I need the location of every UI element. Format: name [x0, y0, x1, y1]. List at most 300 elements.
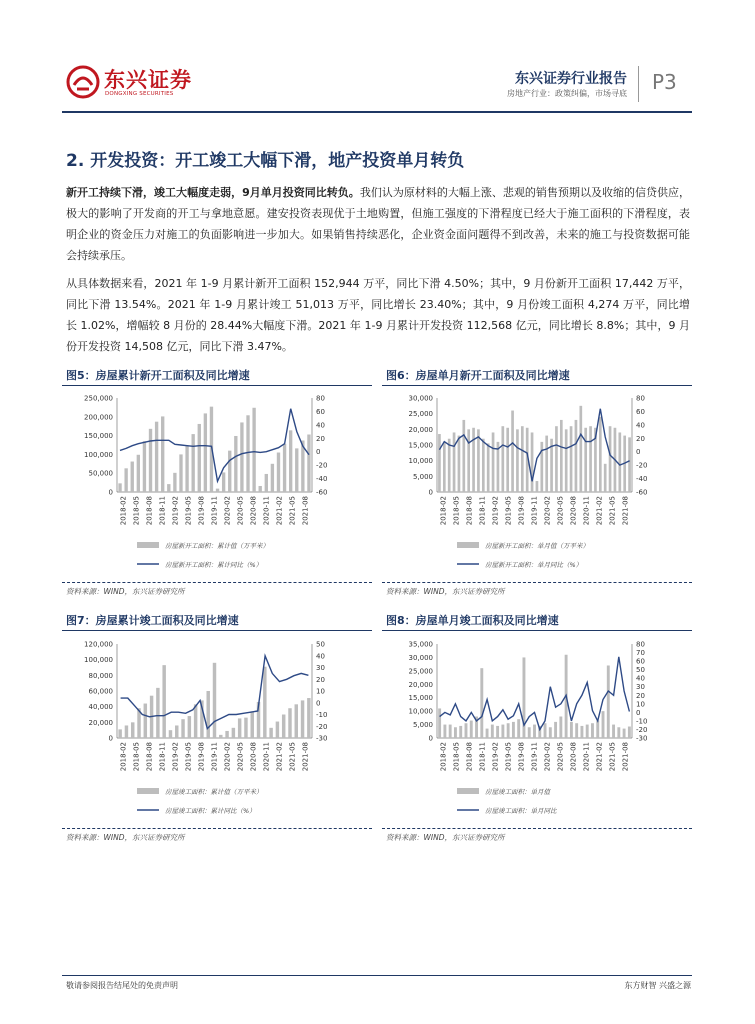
- figure-8-chart: [382, 636, 692, 826]
- x-tick-label: 2019-08: [517, 742, 526, 772]
- y-right-tick-label: 40: [636, 421, 645, 430]
- y-left-tick-label: 10,000: [408, 707, 433, 716]
- header-divider: [638, 66, 639, 102]
- y-right-tick-label: 0: [316, 448, 321, 457]
- bar: [570, 722, 573, 738]
- bar: [175, 725, 178, 738]
- x-tick-label: 2018-08: [465, 496, 474, 526]
- y-left-tick-label: 10,000: [408, 457, 433, 466]
- bar: [459, 726, 462, 738]
- y-left-tick-label: 100,000: [84, 656, 113, 665]
- x-tick-label: 2018-05: [132, 742, 141, 772]
- figure-6-divider: [382, 582, 692, 583]
- x-tick-label: 2019-11: [530, 742, 539, 772]
- y-left-tick-label: 20,000: [88, 718, 113, 727]
- x-tick-label: 2019-11: [530, 496, 539, 526]
- x-tick-label: 2020-11: [582, 496, 591, 526]
- bar: [276, 722, 279, 738]
- bar: [453, 432, 456, 492]
- bar: [586, 725, 589, 738]
- bar: [118, 483, 121, 492]
- y-right-tick-label: -20: [636, 725, 648, 734]
- bar: [265, 474, 268, 492]
- bar: [283, 444, 286, 492]
- y-right-tick-label: 60: [316, 407, 325, 416]
- bar: [501, 725, 504, 738]
- bar: [565, 429, 568, 492]
- bar: [161, 416, 164, 492]
- bar: [443, 442, 446, 492]
- y-left-tick-label: 30,000: [408, 653, 433, 662]
- bar: [204, 413, 207, 492]
- y-left-tick-label: 15,000: [408, 694, 433, 703]
- y-right-tick-label: -60: [636, 488, 648, 497]
- paragraph-1-body: 我们认为原材料的大幅上涨、悲观的销售预期以及收缩的信贷供应，极大的影响了开发商的开工与拿地意愿。建安投资表现优于土地购置，但施工强度的下滑程度已经大于施工面积的下滑程度，表明企业的资金压力对施工的负面影响进一步加大。如果销售持续恶化，企业资金面问题得不到改善，未来的施工与投资数据可能会持续承压。: [66, 186, 691, 262]
- x-tick-label: 2019-08: [197, 496, 206, 526]
- y-right-tick-label: 70: [636, 649, 645, 658]
- x-tick-label: 2020-05: [556, 496, 565, 526]
- x-tick-label: 2021-02: [275, 742, 284, 772]
- figure-6-title: 图6：房屋单月新开工面积及同比增速: [386, 369, 570, 382]
- bar: [251, 711, 254, 738]
- y-left-tick-label: 250,000: [84, 394, 113, 403]
- bar: [149, 429, 152, 492]
- figure-6-rule: [382, 385, 692, 386]
- figure-8-source: 资料来源：WIND，东兴证券研究所: [386, 833, 505, 842]
- bar: [219, 735, 222, 738]
- x-tick-label: 2021-08: [621, 496, 630, 526]
- figure-6-chart: [382, 390, 692, 580]
- x-tick-label: 2019-02: [491, 496, 500, 526]
- bar: [555, 426, 558, 492]
- chart-svg: [382, 390, 692, 580]
- bar: [259, 486, 262, 492]
- series-line: [440, 657, 630, 730]
- bar: [540, 442, 543, 492]
- y-left-tick-label: 0: [108, 488, 113, 497]
- y-right-tick-label: 40: [636, 674, 645, 683]
- bar: [536, 481, 539, 492]
- bar: [131, 462, 134, 492]
- bar: [482, 439, 485, 492]
- bar: [604, 464, 607, 492]
- bar: [225, 731, 228, 738]
- bar: [480, 668, 483, 738]
- y-left-tick-label: 35,000: [408, 640, 433, 649]
- y-right-tick-label: 40: [316, 421, 325, 430]
- bar: [575, 420, 578, 492]
- bar: [602, 711, 605, 738]
- bar: [181, 719, 184, 738]
- x-tick-label: 2018-11: [158, 742, 167, 772]
- y-right-tick-label: -20: [636, 461, 648, 470]
- bar: [185, 445, 188, 492]
- x-tick-label: 2021-05: [608, 742, 617, 772]
- bar: [599, 417, 602, 492]
- bar: [462, 420, 465, 492]
- x-tick-label: 2018-05: [452, 742, 461, 772]
- bar: [580, 726, 583, 738]
- bar: [234, 436, 237, 492]
- y-right-tick-label: -60: [316, 488, 328, 497]
- bar: [277, 453, 280, 492]
- bar: [517, 719, 520, 738]
- bar: [531, 432, 534, 492]
- bar: [438, 708, 441, 738]
- bar: [246, 415, 249, 492]
- x-tick-label: 2019-02: [491, 742, 500, 772]
- bar: [512, 722, 515, 738]
- y-left-tick-label: 20,000: [408, 680, 433, 689]
- y-right-tick-label: -10: [316, 711, 328, 719]
- y-right-tick-label: 0: [636, 708, 641, 717]
- bar: [155, 422, 158, 492]
- paragraph-1: [66, 182, 690, 266]
- y-right-tick-label: -40: [636, 475, 648, 484]
- figure-7-chart: [62, 636, 372, 826]
- y-left-tick-label: 25,000: [408, 410, 433, 419]
- x-tick-label: 2020-02: [543, 496, 552, 526]
- y-right-tick-label: 80: [316, 394, 325, 403]
- bar: [307, 698, 310, 738]
- bar: [596, 721, 599, 738]
- footer-slogan: 东方财智 兴盛之源: [624, 981, 691, 990]
- y-left-tick-label: 0: [108, 734, 113, 743]
- x-tick-label: 2021-05: [608, 496, 617, 526]
- bar: [194, 704, 197, 738]
- figure-7-rule: [62, 630, 372, 631]
- bar: [467, 429, 470, 492]
- x-tick-label: 2020-02: [543, 742, 552, 772]
- figure-8-title: 图8：房屋单月竣工面积及同比增速: [386, 614, 559, 627]
- bar: [173, 473, 176, 492]
- bar: [438, 434, 441, 492]
- bar: [295, 704, 298, 738]
- bar: [521, 426, 524, 492]
- bar: [628, 437, 631, 492]
- bar: [198, 424, 201, 492]
- x-tick-label: 2020-05: [236, 742, 245, 772]
- legend-line-label: 房屋新开工面积：累计同比（%）: [165, 561, 263, 569]
- bar: [240, 422, 243, 492]
- bar: [458, 436, 461, 492]
- y-left-tick-label: 30,000: [408, 394, 433, 403]
- bar: [486, 729, 489, 738]
- legend-bar-label: 房屋竣工面积：累计值（万平米）: [165, 788, 263, 796]
- y-left-tick-label: 120,000: [84, 640, 113, 649]
- bar: [271, 464, 274, 492]
- x-tick-label: 2019-02: [171, 496, 180, 526]
- bar: [288, 708, 291, 738]
- bar: [570, 426, 573, 492]
- x-tick-label: 2021-02: [275, 496, 284, 526]
- report-title: 东兴证券行业报告: [515, 71, 627, 87]
- bar: [167, 484, 170, 492]
- y-right-tick-label: 30: [316, 664, 325, 672]
- bar: [282, 715, 285, 739]
- figure-7-divider: [62, 828, 372, 829]
- bar: [295, 448, 298, 492]
- x-tick-label: 2020-08: [569, 742, 578, 772]
- x-tick-label: 2020-02: [223, 496, 232, 526]
- bar: [589, 426, 592, 492]
- x-tick-label: 2019-08: [517, 496, 526, 526]
- y-right-tick-label: 0: [636, 448, 641, 457]
- bar: [628, 727, 631, 738]
- y-right-tick-label: 10: [316, 687, 325, 696]
- bar: [591, 723, 594, 738]
- y-left-tick-label: 0: [428, 488, 433, 497]
- x-tick-label: 2018-08: [465, 742, 474, 772]
- bar: [169, 730, 172, 738]
- bar: [528, 727, 531, 738]
- x-tick-label: 2018-05: [452, 496, 461, 526]
- bar: [206, 691, 209, 738]
- y-right-tick-label: 0: [316, 699, 321, 708]
- bar: [125, 725, 128, 738]
- bar: [575, 723, 578, 738]
- report-subtitle: 房地产行业：政策纠偏，市场寻底: [507, 89, 627, 98]
- bar: [507, 723, 510, 738]
- bar: [465, 723, 468, 738]
- y-right-tick-label: 20: [316, 434, 325, 443]
- legend-line-label: 房屋竣工面积：单月同比: [485, 807, 557, 815]
- bar: [472, 428, 475, 492]
- bar: [554, 722, 557, 738]
- footer-rule: [62, 975, 692, 976]
- x-tick-label: 2020-11: [262, 496, 271, 526]
- x-tick-label: 2018-02: [439, 496, 448, 526]
- figure-6-source: 资料来源：WIND，东兴证券研究所: [386, 587, 505, 596]
- legend-line-label: 房屋新开工面积：单月同比（%）: [485, 561, 583, 569]
- paragraph-2: 从具体数据来看，2021 年 1-9 月累计新开工面积 152,944 万平，同比下滑 4.50%；其中，9 月份新开工面积 17,442 万平，同比下滑 13.54%。2021 年 1-9 月累计竣工 51,013 万平，同比增长 23.40%；其中，9 月份竣工面积 4,274 万平，同比增长 1.02%，增幅较 8 月份的 28.44%大幅度下滑。2021 年 1-9 月累计开发投资 112,568 亿元，同比增长 8.8%；其中，9 月份开发投资 14,508 亿元，同比下滑 3.47%。: [66, 277, 690, 353]
- y-right-tick-label: 40: [316, 652, 325, 661]
- x-tick-label: 2018-11: [478, 496, 487, 526]
- bar: [263, 667, 266, 738]
- y-left-tick-label: 100,000: [84, 450, 113, 459]
- y-right-tick-label: 60: [636, 407, 645, 416]
- bar: [506, 428, 509, 492]
- bar: [470, 721, 473, 738]
- disclaimer-note: 敬请参阅报告结尾处的免责声明: [66, 981, 178, 990]
- figure-8-divider: [382, 828, 692, 829]
- section-title: 2. 开发投资：开工竣工大幅下滑，地产投资单月转负: [66, 151, 465, 171]
- y-left-tick-label: 5,000: [412, 721, 433, 730]
- series-line: [120, 409, 309, 482]
- bar: [228, 451, 231, 492]
- x-tick-label: 2019-08: [197, 742, 206, 772]
- bar: [609, 426, 612, 492]
- legend-bar-swatch: [457, 542, 479, 548]
- x-tick-label: 2021-05: [288, 496, 297, 526]
- chart-svg: [382, 636, 692, 826]
- x-tick-label: 2018-11: [478, 742, 487, 772]
- y-right-tick-label: -40: [316, 475, 328, 484]
- x-tick-label: 2019-05: [184, 496, 193, 526]
- y-right-tick-label: 10: [636, 700, 645, 709]
- bar: [617, 727, 620, 738]
- x-tick-label: 2019-11: [210, 496, 219, 526]
- y-left-tick-label: 20,000: [408, 425, 433, 434]
- bar: [492, 432, 495, 492]
- bar: [252, 408, 255, 492]
- y-left-tick-label: 150,000: [84, 432, 113, 441]
- y-right-tick-label: 50: [316, 640, 325, 649]
- x-tick-label: 2021-08: [301, 496, 310, 526]
- figure-8-rule: [382, 630, 692, 631]
- bar: [443, 725, 446, 738]
- bar: [584, 428, 587, 492]
- bar: [454, 727, 457, 738]
- bar: [618, 432, 621, 492]
- bar: [222, 472, 225, 492]
- x-tick-label: 2019-02: [171, 742, 180, 772]
- bar: [289, 430, 292, 492]
- bar: [491, 725, 494, 738]
- x-tick-label: 2020-08: [249, 496, 258, 526]
- bar: [533, 725, 536, 738]
- figure-5-title: 图5：房屋累计新开工面积及同比增速: [66, 369, 250, 382]
- header-rule: [62, 111, 692, 113]
- legend-bar-label: 房屋竣工面积：单月值: [485, 788, 550, 796]
- figure-5-chart: [62, 390, 372, 580]
- company-logo-icon: [66, 65, 100, 99]
- y-left-tick-label: 80,000: [88, 671, 113, 680]
- y-right-tick-label: -30: [316, 734, 328, 743]
- bar: [162, 665, 165, 738]
- x-tick-label: 2018-02: [439, 742, 448, 772]
- x-tick-label: 2020-08: [249, 742, 258, 772]
- y-right-tick-label: 30: [636, 683, 645, 692]
- bar: [501, 426, 504, 492]
- bar: [612, 725, 615, 738]
- y-right-tick-label: -20: [316, 722, 328, 731]
- legend-bar-swatch: [457, 788, 479, 794]
- bar: [545, 436, 548, 492]
- x-tick-label: 2018-02: [119, 742, 128, 772]
- bar: [216, 489, 219, 492]
- y-right-tick-label: 80: [636, 640, 645, 649]
- legend-bar-label: 房屋新开工面积：累计值（万平米）: [165, 542, 269, 550]
- y-right-tick-label: 80: [636, 394, 645, 403]
- bar: [144, 704, 147, 738]
- x-tick-label: 2019-05: [504, 742, 513, 772]
- figure-5-rule: [62, 385, 372, 386]
- figure-7-title: 图7：房屋累计竣工面积及同比增速: [66, 614, 239, 627]
- bar: [188, 716, 191, 738]
- x-tick-label: 2021-05: [288, 742, 297, 772]
- legend-bar-label: 房屋新开工面积：单月值（万平米）: [485, 542, 589, 550]
- figure-7-source: 资料来源：WIND，东兴证券研究所: [66, 833, 185, 842]
- bar: [487, 443, 490, 492]
- y-right-tick-label: -10: [636, 717, 648, 726]
- y-left-tick-label: 50,000: [88, 469, 113, 478]
- bar: [559, 717, 562, 738]
- x-tick-label: 2021-02: [595, 496, 604, 526]
- chart-svg: [62, 636, 372, 826]
- y-right-tick-label: 20: [636, 434, 645, 443]
- y-left-tick-label: 40,000: [88, 703, 113, 712]
- page-number: P3: [652, 70, 677, 94]
- bar: [156, 688, 159, 738]
- bar: [238, 718, 241, 738]
- y-right-tick-label: -30: [636, 734, 648, 743]
- bar: [496, 726, 499, 738]
- x-tick-label: 2018-08: [145, 496, 154, 526]
- x-tick-label: 2018-08: [145, 742, 154, 772]
- bar: [516, 429, 519, 492]
- x-tick-label: 2020-05: [236, 496, 245, 526]
- y-left-tick-label: 200,000: [84, 413, 113, 422]
- bar: [118, 729, 121, 738]
- x-tick-label: 2020-02: [223, 742, 232, 772]
- logo-text: 东兴证券: [104, 68, 192, 92]
- bar: [143, 441, 146, 492]
- bar: [623, 729, 626, 738]
- y-left-tick-label: 60,000: [88, 687, 113, 696]
- bar: [579, 406, 582, 492]
- x-tick-label: 2018-11: [158, 496, 167, 526]
- bar: [607, 665, 610, 738]
- legend-bar-swatch: [137, 788, 159, 794]
- x-tick-label: 2019-05: [504, 496, 513, 526]
- logo-english: DONGXING SECURITIES: [105, 91, 174, 97]
- bar: [549, 727, 552, 738]
- bar: [449, 725, 452, 738]
- y-right-tick-label: 60: [636, 657, 645, 666]
- y-right-tick-label: -20: [316, 461, 328, 470]
- figure-5-source: 资料来源：WIND，东兴证券研究所: [66, 587, 185, 596]
- figure-5-divider: [62, 582, 372, 583]
- bar: [179, 454, 182, 492]
- x-tick-label: 2020-08: [569, 496, 578, 526]
- bar: [124, 468, 127, 492]
- bar: [560, 420, 563, 492]
- x-tick-label: 2019-05: [184, 742, 193, 772]
- bar: [269, 728, 272, 738]
- x-tick-label: 2020-11: [262, 742, 271, 772]
- y-right-tick-label: 20: [316, 675, 325, 684]
- paragraph-1-lead: 新开工持续下滑，竣工大幅度走弱，9月单月投资同比转负。: [66, 186, 360, 199]
- chart-svg: [62, 390, 372, 580]
- bar: [301, 700, 304, 738]
- bar: [232, 728, 235, 738]
- y-right-tick-label: 20: [636, 691, 645, 700]
- legend-line-label: 房屋竣工面积：累计同比（%）: [165, 807, 256, 815]
- y-left-tick-label: 5,000: [412, 472, 433, 481]
- bar: [544, 723, 547, 738]
- bar: [131, 722, 134, 738]
- y-right-tick-label: 50: [636, 666, 645, 675]
- y-left-tick-label: 15,000: [408, 441, 433, 450]
- bar: [307, 434, 310, 492]
- y-left-tick-label: 0: [428, 734, 433, 743]
- x-tick-label: 2018-05: [132, 496, 141, 526]
- x-tick-label: 2019-11: [210, 742, 219, 772]
- y-left-tick-label: 25,000: [408, 667, 433, 676]
- x-tick-label: 2018-02: [119, 496, 128, 526]
- x-tick-label: 2021-02: [595, 742, 604, 772]
- bar: [244, 718, 247, 738]
- bar: [511, 411, 514, 492]
- x-tick-label: 2021-08: [301, 742, 310, 772]
- bar: [448, 439, 451, 492]
- legend-bar-swatch: [137, 542, 159, 548]
- bar: [191, 434, 194, 492]
- x-tick-label: 2021-08: [621, 742, 630, 772]
- x-tick-label: 2020-05: [556, 742, 565, 772]
- bar: [213, 663, 216, 738]
